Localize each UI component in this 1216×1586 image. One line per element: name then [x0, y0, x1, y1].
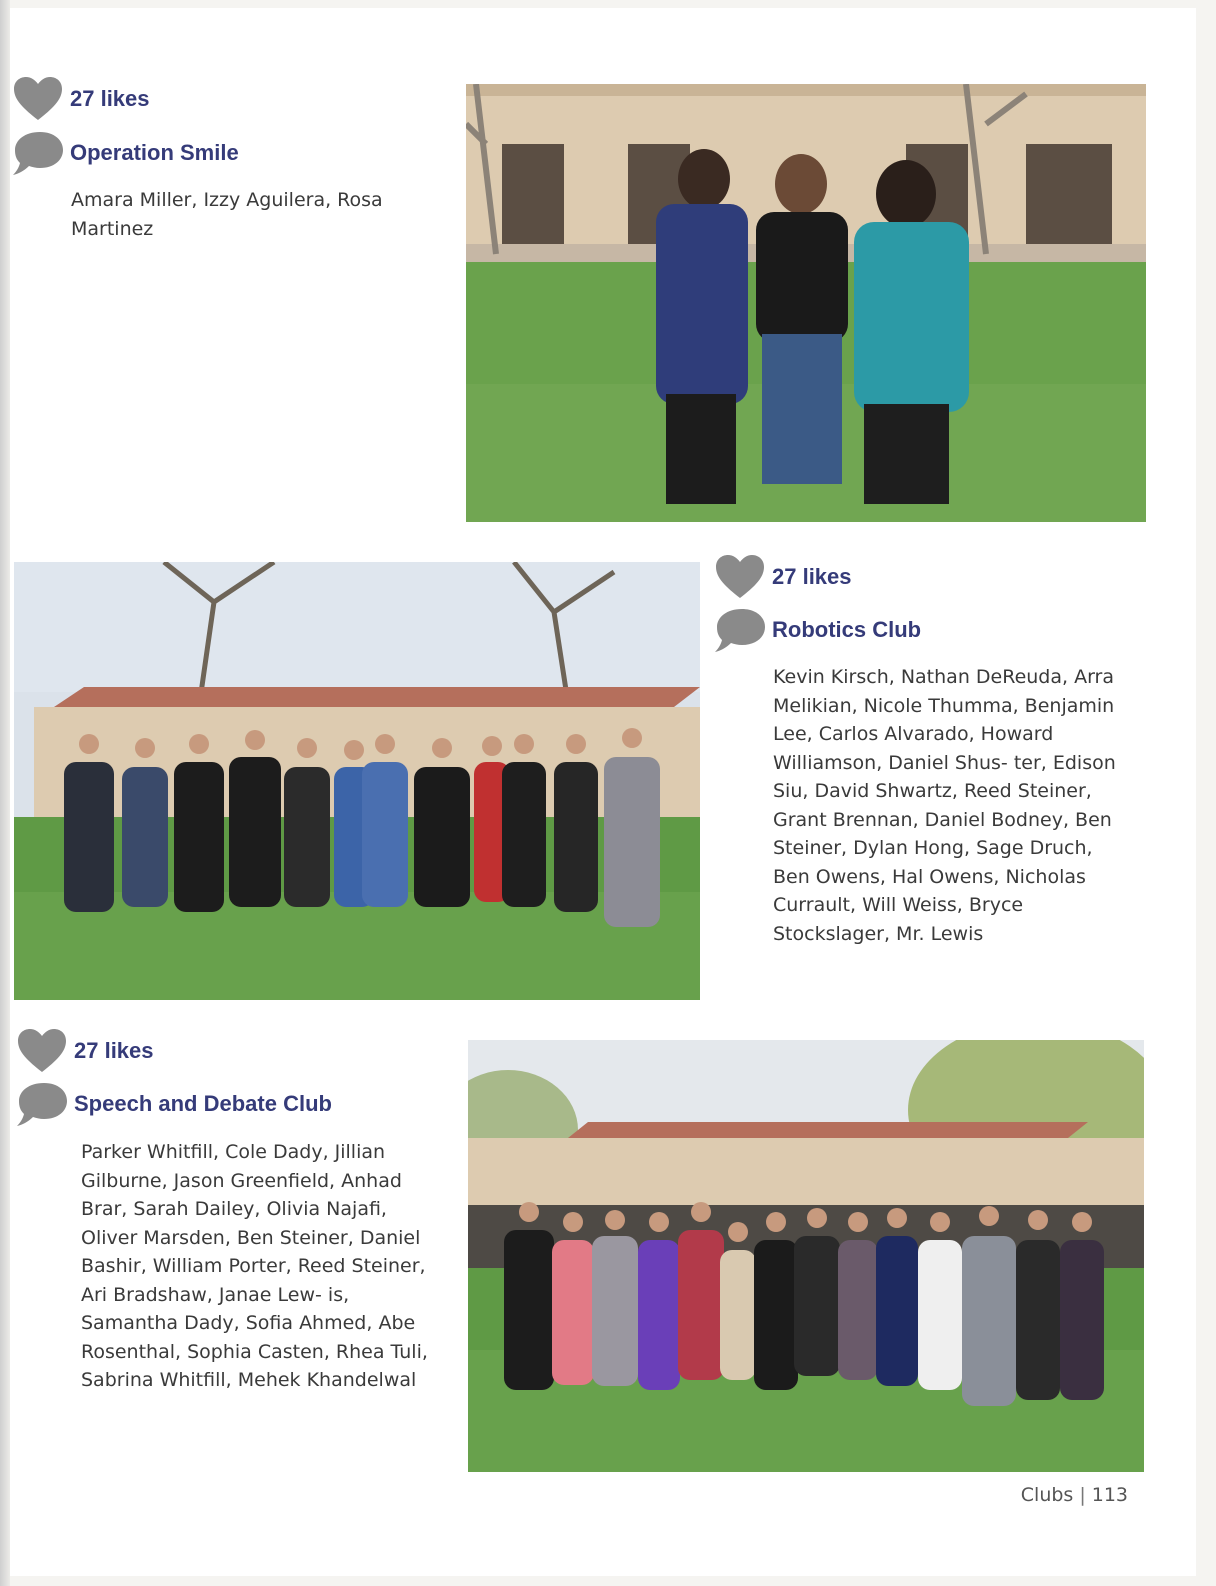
likes-row [714, 554, 852, 600]
book-spine-shadow [0, 0, 10, 1586]
speech-debate-club-photo [468, 1040, 1144, 1472]
page-folio [1021, 1484, 1128, 1506]
club-title: Speech and Debate Club [74, 1091, 332, 1116]
heart-icon [16, 1028, 68, 1074]
likes-row [12, 76, 150, 122]
member-list: Parker Whitfill, Cole Dady, Jillian Gilburne, Jason Greenfield, Anhad Brar, Sarah Dailey, Olivia Najafi, Oliver Marsden, Ben Steiner, Daniel Bashir, William Porter, Reed Steiner, Ari Bradshaw, Janae Lew- is, Samantha Dady, Sofia Ahmed, Abe Rosenthal, Sophia Casten, Rhea Tuli, Sabrina Whitfill, Mehek Khandelwal [81, 1141, 428, 1391]
heart-icon [12, 76, 64, 122]
operation-smile-photo [466, 84, 1146, 522]
title-row [16, 1081, 332, 1127]
member-list: Kevin Kirsch, Nathan DeReuda, Arra Melikian, Nicole Thumma, Benjamin Lee, Carlos Alvarado, Howard Williamson, Daniel Shus- ter, Edison Siu, David Shwartz, Reed Steiner, Grant Brennan, Daniel Bodney, Ben Steiner, Dylan Hong, Sage Druch, Ben Owens, Hal Owens, Nicholas Currault, Will Weiss, Bryce Stockslager, Mr. Lewis [773, 666, 1116, 945]
page-number: 113 [1091, 1484, 1128, 1506]
club-title: Operation Smile [70, 140, 239, 165]
speech-bubble-icon [714, 607, 766, 653]
folio-separator: | [1079, 1484, 1086, 1506]
member-list: Amara Miller, Izzy Aguilera, Rosa Martinez [71, 189, 383, 240]
title-row [12, 130, 239, 176]
speech-bubble-icon [16, 1081, 68, 1127]
heart-icon [714, 554, 766, 600]
section-name: Clubs [1020, 1484, 1074, 1506]
club-title: Robotics Club [772, 617, 922, 642]
likes-count: 27 likes [772, 564, 852, 589]
likes-count: 27 likes [74, 1038, 154, 1063]
speech-bubble-icon [12, 130, 64, 176]
likes-row [16, 1028, 154, 1074]
title-row [714, 607, 921, 653]
robotics-club-photo [14, 562, 700, 1000]
likes-count: 27 likes [70, 86, 150, 111]
